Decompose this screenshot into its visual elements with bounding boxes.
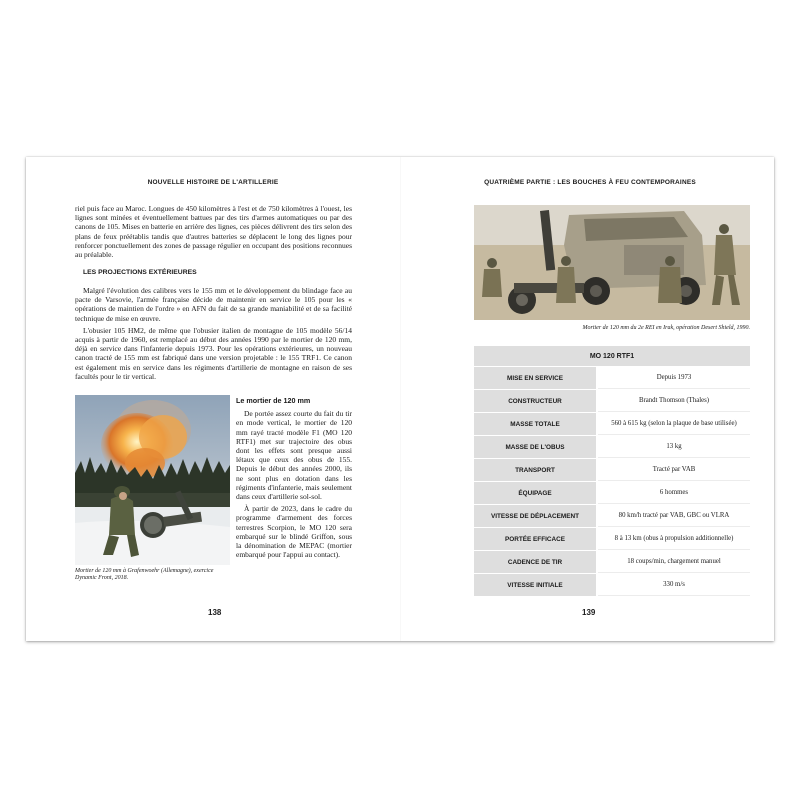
table-row [474,459,750,481]
spec-value: 330 m/s [598,574,750,596]
column-paragraph: À partir de 2023, dans le cadre du programme d'armement des forces terrestres Scorpion, le MO 120 sera embarqué sur le blindé Griffon, sous la dénomination de MEPAC (mortier embarqué pour l'appui au contact). [236,504,352,560]
spec-label: VITESSE DE DÉPLACEMENT [474,505,598,527]
intro-text [75,204,352,262]
photo-mortar-desert [474,205,750,320]
running-head-left: NOUVELLE HISTOIRE DE L'ARTILLERIE [147,179,279,186]
photo-mortar-firing [75,395,230,565]
spec-label: PORTÉE EFFICACE [474,528,598,550]
table-row [474,528,750,550]
spec-value: 13 kg [598,436,750,458]
spec-value: 6 hommes [598,482,750,504]
table-row [474,436,750,458]
subheading-mortier: Le mortier de 120 mm [236,396,311,405]
photo-mortar-desert-image [474,205,750,320]
spec-table-title: MO 120 RTF1 [474,346,750,366]
section-paragraph: Malgré l'évolution des calibres vers le 155 mm et le développement du blindage face au pacte de Varsovie, l'armée française décide de maintenir en service le 105 pour les « opérations de maintien de l'ordre » en AFN du fait de sa grande maniabilité et de sa facilité technique de mise en œuvre. [75,286,352,323]
spec-label: MASSE DE L'OBUS [474,436,598,458]
spec-value: 80 km/h tracté par VAB, GBC ou VLRA [598,505,750,527]
table-row [474,390,750,412]
spec-value: Tracté par VAB [598,459,750,481]
intro-paragraph: riel puis face au Maroc. Longues de 450 kilomètres à l'est et de 750 kilomètres à l'ouest, les lignes sont minées et éventuellement battues par des tirs d'armes automatiques ou par des canons de 105. Mises en batterie en arrière des lignes, ces pièces délivrent des tirs selon des plans de feux préétablis tandis que d'autres batteries se déplacent le long des lignes pour renforcer ponctuellement des zones de passage régulier en occupant des positions reconnues au préalable. [75,204,352,260]
spec-label: TRANSPORT [474,459,598,481]
book-spread [26,157,774,641]
photo-caption-left: Mortier de 120 mm à Grafenwoehr (Allemagne), exercice Dynamic Front, 2018. [75,568,214,582]
table-row [474,551,750,573]
spec-value: Brandt Thomson (Thales) [598,390,750,412]
column-paragraph: De portée assez courte du fait du tir en mode vertical, le mortier de 120 mm rayé tracté modèle F1 (MO 120 RTF1) met sur trajectoire des obus dont les effets sont presque aussi létaux que ceux des obus de 155. Depuis le début des années 2000, ils ne sont plus en dotation dans les régiments d'infanterie, mais seulement dans ceux d'artillerie sol-sol. [236,409,352,502]
spec-table [474,345,750,597]
spec-table-header-row [474,346,750,366]
spec-label: VITESSE INITIALE [474,574,598,596]
section-paragraph: L'obusier 105 HM2, de même que l'obusier italien de montagne de 105 modèle 56/14 acquis à partir de 1960, est remplacé au début des années 1990 par le mortier de 120 mm, déjà en service dans l'infanterie depuis 1973. Pour les opérations extérieures, un nouveau canon tracté de 155 mm est fabriqué dans une version projetable : le 155 TRF1. Ce canon est également mis en service dans les régiments d'artillerie de montagne en raison de ses facultés pour le tir vertical. [75,325,352,381]
section-text [75,286,352,384]
page-number-right: 139 [582,608,596,617]
spec-label: MISE EN SERVICE [474,367,598,389]
spec-label: CONSTRUCTEUR [474,390,598,412]
photo-caption-right: Mortier de 120 mm du 2e REI en Irak, opération Desert Shield, 1990. [582,325,750,331]
photo-mortar-firing-image [75,395,230,565]
column-text [236,396,352,562]
table-row [474,367,750,389]
table-row [474,574,750,596]
table-row [474,482,750,504]
spec-label: MASSE TOTALE [474,413,598,435]
spec-label: CADENCE DE TIR [474,551,598,573]
spec-label: ÉQUIPAGE [474,482,598,504]
spec-value: Depuis 1973 [598,367,750,389]
spec-value: 560 à 615 kg (selon la plaque de base utilisée) [598,413,750,435]
left-page [26,157,400,641]
spec-value: 8 à 13 km (obus à propulsion additionnelle) [598,528,750,550]
spec-value: 18 coups/min, chargement manuel [598,551,750,573]
table-row [474,505,750,527]
running-head-right: QUATRIÈME PARTIE : LES BOUCHES À FEU CONTEMPORAINES [484,179,696,186]
page-number-left: 138 [208,608,222,617]
section-heading: LES PROJECTIONS EXTÉRIEURES [83,269,197,276]
right-page [400,157,774,641]
table-row [474,413,750,435]
